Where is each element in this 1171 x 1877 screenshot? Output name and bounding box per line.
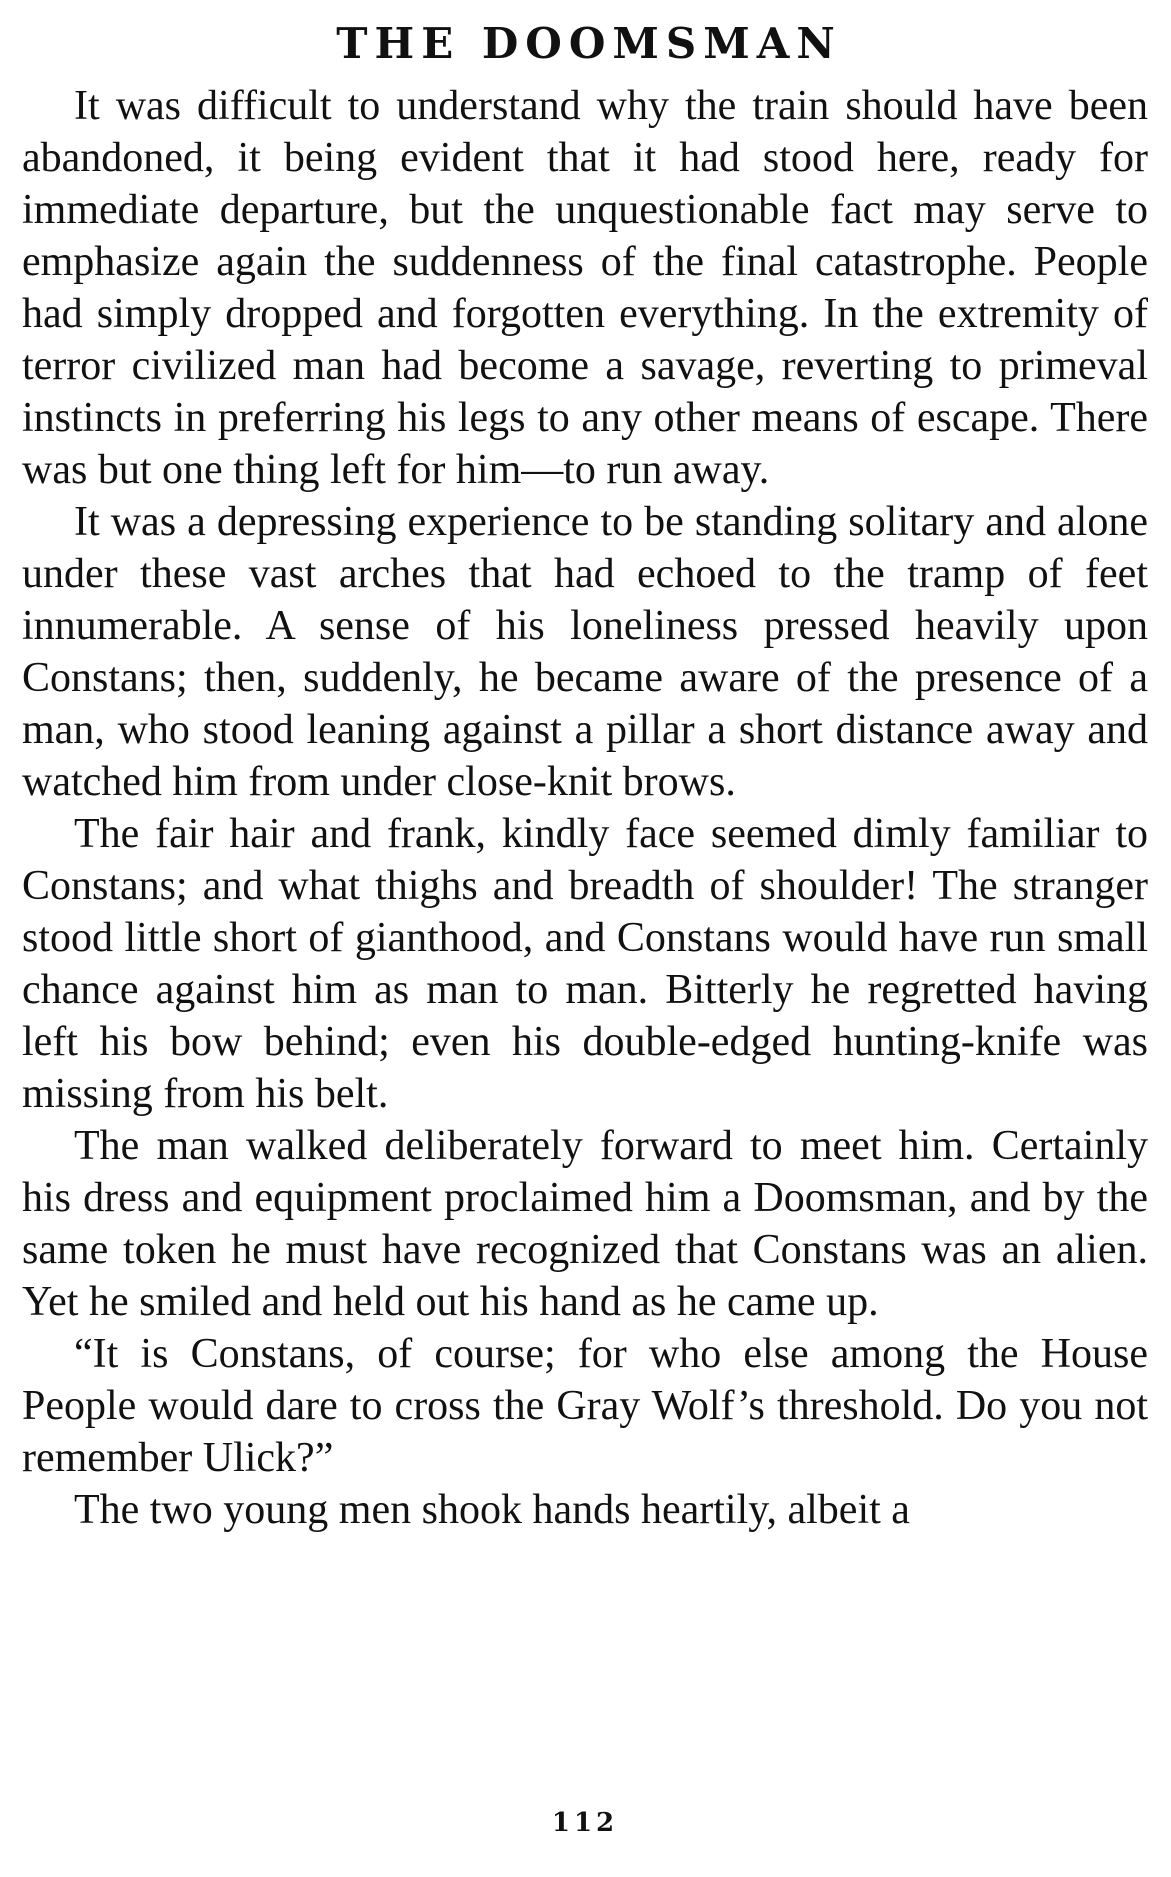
paragraph: It was a depressing experience to be standing solitary and alone under these vast arches that had echoed to the tramp of feet innumerable. A sense of his loneliness pressed heavily upon Constans; then, suddenly, he became aware of the presence of a man, who stood leaning against a pillar a short distance away and watched him from under close-knit brows. — [22, 499, 1148, 805]
body-text — [22, 80, 1148, 1536]
paragraph: It was difficult to understand why the train should have been abandoned, it being evident that it had stood here, ready for immediate departure, but the unquestionable fact may serve to emphasize again the suddenness of the final catastrophe. People had simply dropped and forgotten everything. In the extremity of terror civilized man had become a savage, reverting to primeval instincts in preferring his legs to any other means of escape. There was but one thing left for him—to run away. — [22, 83, 1148, 493]
running-title: THE DOOMSMAN — [336, 19, 842, 68]
paragraph: The fair hair and frank, kindly face seemed dimly familiar to Constans; and what thighs and breadth of shoulder! The stranger stood little short of gianthood, and Constans would have run small chance against him as man to man. Bitterly he regretted having left his bow behind; even his double-edged hunting-knife was missing from his belt. — [22, 811, 1148, 1117]
book-page — [22, 18, 1148, 1863]
paragraph: The two young men shook hands heartily, albeit a — [74, 1487, 910, 1533]
paragraph: “It is Constans, of course; for who else among the House People would dare to cross the Gray Wolf’s threshold. Do you not remember Ulick?” — [22, 1331, 1148, 1481]
page-number: 112 — [551, 1808, 619, 1838]
paragraph: The man walked deliberately forward to meet him. Certainly his dress and equipment proclaimed him a Doomsman, and by the same token he must have recognized that Constans was an alien. Yet he smiled and held out his hand as he came up. — [22, 1123, 1148, 1325]
